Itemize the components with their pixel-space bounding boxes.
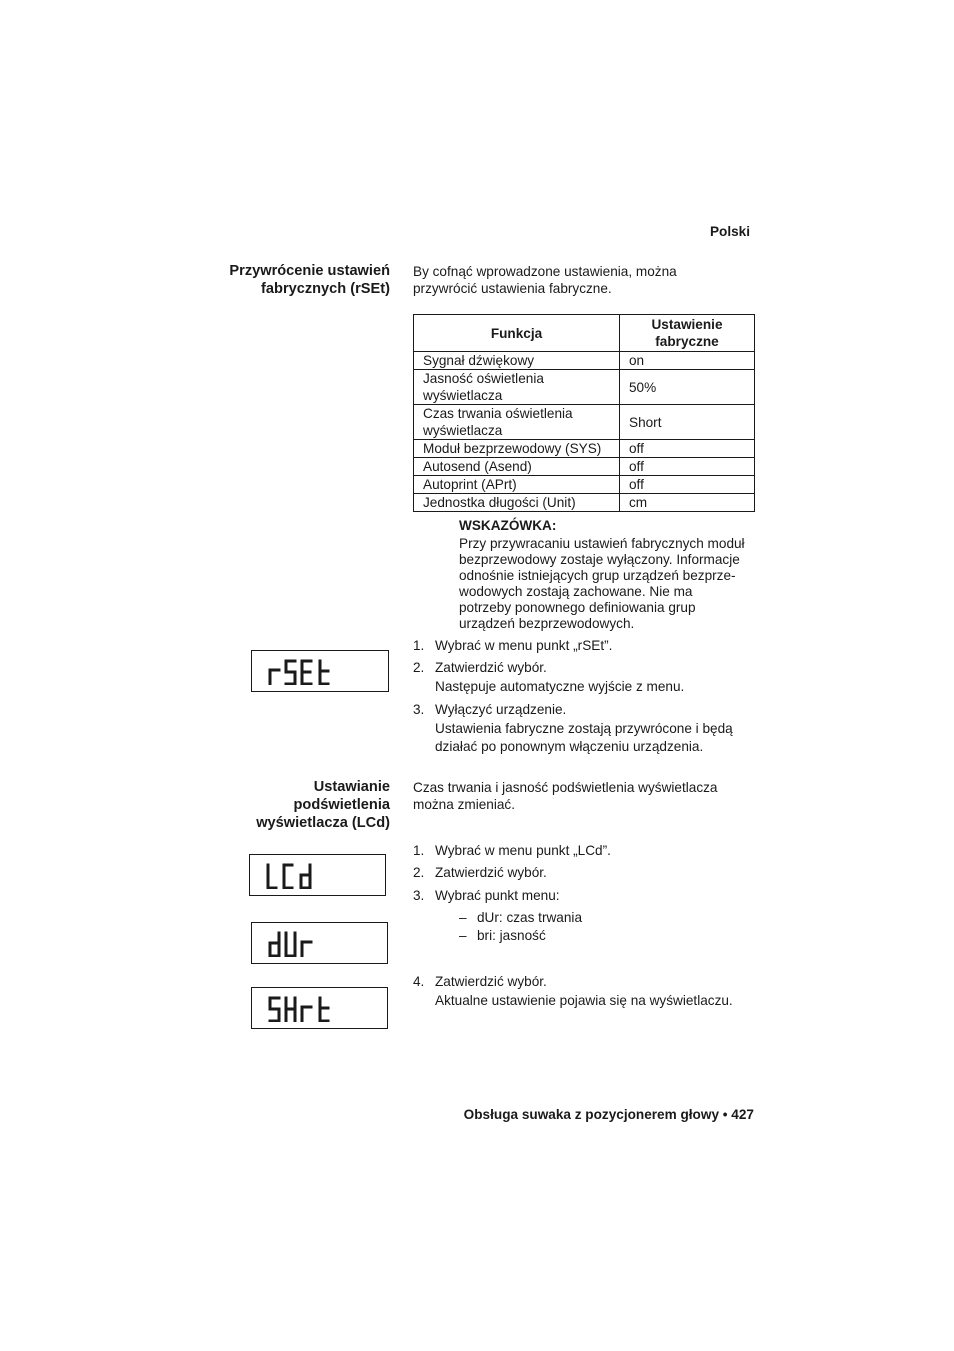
reset-step-1	[413, 637, 758, 654]
note-line: odnośnie istniejących grup urządzeń bezprze-	[459, 568, 736, 583]
heading-line: fabrycznych (rSEt)	[261, 281, 390, 297]
menu-option-brightness	[459, 927, 749, 944]
heading-line: wyświetlacza (LCd)	[256, 815, 390, 831]
step-detail: Ustawienia fabryczne zostają przywrócone i będą	[435, 721, 733, 736]
cell-value: on	[620, 352, 755, 370]
step-number: 2.	[413, 865, 425, 880]
lcd-display-dur	[251, 922, 388, 964]
lcd-display-shrt	[251, 987, 388, 1029]
note-body	[459, 536, 755, 632]
lcd-display-lcd	[249, 854, 386, 896]
intro-line: Czas trwania i jasność podświetlenia wyświetlacza	[413, 780, 718, 795]
lcd-digits-dur	[268, 931, 328, 957]
lcd-step-2	[413, 864, 758, 881]
note-line: wodowych zostają zachowane. Nie ma	[459, 584, 693, 599]
cell-value: off	[620, 440, 755, 458]
step-number: 3.	[413, 702, 425, 717]
lcd-digits-shrt	[268, 996, 348, 1022]
step-text: Wyłączyć urządzenie.	[435, 702, 567, 717]
step-detail: Następuje automatyczne wyjście z menu.	[435, 679, 685, 694]
step-text: Wybrać w menu punkt „LCd”.	[435, 843, 611, 858]
intro-line: By cofnąć wprowadzone ustawienia, można	[413, 264, 677, 279]
cell-value: 50%	[620, 370, 755, 405]
table-row	[414, 494, 755, 512]
note-line: bezprzewodowy zostaje wyłączony. Informacje	[459, 552, 740, 567]
step-number: 4.	[413, 974, 425, 989]
header-default	[620, 315, 755, 352]
cell-line: wyświetlacza	[423, 423, 503, 438]
cell-value: off	[620, 458, 755, 476]
note-line: urządzeń bezprzewodowych.	[459, 616, 635, 631]
cell-line: Czas trwania oświetlenia	[423, 406, 573, 421]
table-row	[414, 352, 755, 370]
note-title: WSKAZÓWKA:	[459, 518, 557, 533]
step-number: 3.	[413, 888, 425, 903]
menu-option-duration	[459, 909, 749, 926]
cell-function: Sygnał dźwiękowy	[414, 352, 620, 370]
step-text: Zatwierdzić wybór.	[435, 660, 547, 675]
lcd-step-3	[413, 887, 758, 904]
note-line: Przy przywracaniu ustawień fabrycznych moduł	[459, 536, 745, 551]
step-text: Zatwierdzić wybór.	[435, 974, 547, 989]
reset-step-3	[413, 701, 758, 755]
lcd-digits-lcd	[266, 863, 326, 889]
table-header-row	[414, 315, 755, 352]
option-text: bri: jasność	[477, 928, 546, 943]
intro-line: przywrócić ustawienia fabryczne.	[413, 281, 612, 296]
step-number: 1.	[413, 638, 425, 653]
table-row	[414, 458, 755, 476]
lcd-intro	[413, 779, 758, 813]
heading-line: Ustawianie	[313, 779, 390, 795]
section-heading-lcd	[160, 778, 390, 832]
step-number: 2.	[413, 660, 425, 675]
intro-line: można zmieniać.	[413, 797, 515, 812]
table-row	[414, 476, 755, 494]
cell-function: Autosend (Asend)	[414, 458, 620, 476]
section-heading-reset	[160, 262, 390, 298]
note-line: potrzeby ponownego definiowania grup	[459, 600, 696, 615]
header-function: Funkcja	[414, 315, 620, 352]
cell-value: Short	[620, 405, 755, 440]
table-row	[414, 440, 755, 458]
cell-function	[414, 370, 620, 405]
cell-line: wyświetlacza	[423, 388, 503, 403]
cell-function	[414, 405, 620, 440]
heading-line: Przywrócenie ustawień	[229, 263, 390, 279]
cell-value: off	[620, 476, 755, 494]
page-footer: Obsługa suwaka z pozycjonerem głowy • 427	[463, 1107, 754, 1122]
cell-function: Moduł bezprzewodowy (SYS)	[414, 440, 620, 458]
lcd-step-1	[413, 842, 758, 859]
cell-function: Autoprint (APrt)	[414, 476, 620, 494]
table-row	[414, 370, 755, 405]
step-text: Wybrać w menu punkt „rSEt”.	[435, 638, 613, 653]
dash-bullet: –	[459, 928, 467, 943]
step-number: 1.	[413, 843, 425, 858]
step-detail: Aktualne ustawienie pojawia się na wyświetlaczu.	[435, 993, 733, 1008]
lcd-display-rset	[251, 650, 389, 692]
reset-step-2	[413, 659, 758, 695]
cell-function: Jednostka długości (Unit)	[414, 494, 620, 512]
factory-settings-table	[413, 314, 755, 512]
table-row	[414, 405, 755, 440]
lcd-step-4	[413, 973, 758, 1009]
cell-line: Jasność oświetlenia	[423, 371, 544, 386]
option-text: dUr: czas trwania	[477, 910, 583, 925]
header-default-line: fabryczne	[655, 334, 719, 349]
header-default-line: Ustawienie	[651, 317, 723, 332]
dash-bullet: –	[459, 910, 467, 925]
step-detail: działać po ponownym włączeniu urządzenia.	[435, 739, 704, 754]
language-label: Polski	[709, 224, 750, 239]
lcd-digits-rset	[268, 659, 348, 685]
step-text: Zatwierdzić wybór.	[435, 865, 547, 880]
cell-value: cm	[620, 494, 755, 512]
step-text: Wybrać punkt menu:	[435, 888, 560, 903]
heading-line: podświetlenia	[293, 797, 390, 813]
reset-intro	[413, 263, 758, 297]
